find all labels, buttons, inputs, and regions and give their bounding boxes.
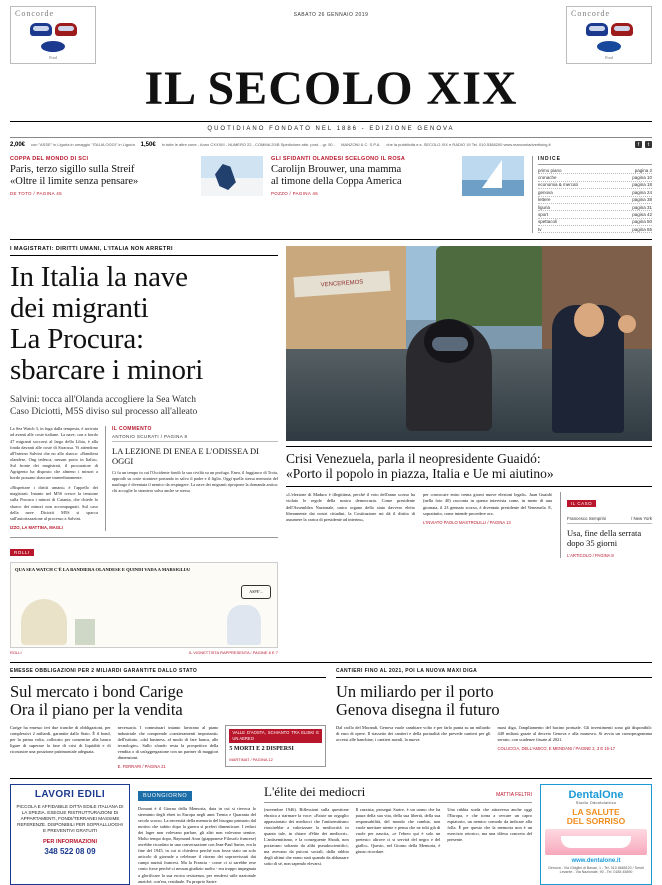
photo-story-byline: L'INVIATO PAOLO MASTROLILLI / PAGINA 13 xyxy=(423,519,511,525)
index-item-page: pagina 50 xyxy=(632,219,652,225)
aosta-label: VALLE D'AOSTA, SCHIANTO TRA ELISKI E UN AEREO xyxy=(229,729,322,743)
case-title: Usa, fine della serrata dopo 35 giorni xyxy=(567,528,642,549)
dental-claim xyxy=(545,808,647,826)
lead-story-column xyxy=(10,246,278,655)
lead-headline-line3: La Procura: xyxy=(10,323,144,356)
ad-lavori-cta: PER INFORMAZIONI xyxy=(42,838,98,845)
aosta-byline: MARTINAT / PAGINA 12 xyxy=(229,757,273,763)
porto-headline-line2: Genova disegna il futuro xyxy=(336,699,500,719)
cartoon-credit-left: ROLLI xyxy=(10,649,22,655)
social-links[interactable] xyxy=(635,141,652,148)
index-item-page: pagina 18 xyxy=(632,182,652,188)
ad-left-car-images xyxy=(11,23,95,36)
carige-byline: E. FERRARI / PAGINA 21 xyxy=(117,764,166,770)
cartoon-image xyxy=(10,562,278,648)
index-item-page: pagina 31 xyxy=(632,204,652,210)
cartoon-section xyxy=(10,537,278,655)
index-item-label: liguria xyxy=(538,204,551,210)
index-item[interactable] xyxy=(538,197,652,204)
car-icon xyxy=(586,23,608,36)
cartoon-credit-right: IL VIGNETTISTA RAPPRESENTA / PAGINE 6 E 7 xyxy=(189,649,278,655)
car-icon xyxy=(55,23,77,36)
aosta-title: 5 MORTI E 2 DISPERSI xyxy=(229,746,294,753)
ad-right-brand: Concorde xyxy=(571,9,611,18)
index-item[interactable] xyxy=(538,219,652,226)
twitter-icon[interactable]: t xyxy=(645,141,652,148)
comment-box[interactable] xyxy=(105,426,278,531)
case-label: IL CASO xyxy=(567,500,596,507)
index-item-label: spettacoli xyxy=(538,219,558,225)
elite-columns xyxy=(264,807,532,868)
case-place: / New York xyxy=(631,516,652,522)
promo-ski-title-line1: Paris, terzo sigillo sulla Streif xyxy=(10,164,135,175)
elite-col-3: Una rabbia sorda che attraversa anche oggi l'Europa, e che torna a cercare un capro espiatorio, un nemico comodo da indicare alla folla. È per questo che la memoria non è un esercizio retorico, ma una difesa concreta del presente. xyxy=(447,806,533,842)
comment-title: LA LEZIONE DI ENEA E L'ODISSEA DI OGGI xyxy=(112,446,259,467)
case-box[interactable] xyxy=(560,492,652,558)
ad-lavori-title: LAVORI EDILI xyxy=(34,788,106,800)
carige-inset-col xyxy=(225,725,326,771)
lead-subhead-line1: Salvini: tocca all'Olanda accogliere la Sea Watch xyxy=(10,395,196,406)
issue-date: SABATO 26 GENNAIO 2019 xyxy=(293,12,369,18)
porto-byline: COLUCCIA, DELL'AMICO, E MENDANI / PAGINE 2, 3 E 15-17 xyxy=(497,746,616,752)
story-carige[interactable] xyxy=(10,668,326,771)
index-item-page: pagina 2 xyxy=(634,167,652,173)
photo-story-headline xyxy=(286,451,652,481)
index-item-label: cronache xyxy=(538,175,557,181)
ad-lavori-body: PICCOLA E AFFIDABILE DITTA EDILE ITALIANA DI LA SPEZIA. ESEGUE RISTRUTTURAZIONI DI APPARTAMENTI, FONDI/TERRANEI MASSIME REFERENZE. DISPONIBILI PER SOPRALLUOGHI E PREVENTIVI GRATUITI xyxy=(16,803,124,834)
lead-subhead-line2: Caso Diciotti, M5S diviso sul processo all'alleato xyxy=(10,407,198,418)
index-item-label: genova xyxy=(538,189,553,195)
cartoon-figure-left xyxy=(21,599,67,645)
carige-headline-line2: Ora il piano per la vendita xyxy=(10,699,183,719)
column-buongiorno xyxy=(138,784,256,885)
case-author-row xyxy=(567,513,652,524)
publisher-name: MANZONI & C. S.P.A. xyxy=(341,141,381,147)
buongiorno-label: BUONGIORNO xyxy=(138,791,192,801)
index-item[interactable] xyxy=(538,204,652,211)
lead-body-text-2: «Rispettare i diritti umani» è l'appello dei magistrati. Intanto nel M5S cresce la tensione sulla Procura i minori di Catania, che chiede lo sbarco dei minori non accompagnati. Sul caso della nave Diciotti M5S si spacca sull'autorizzazione al processo a Salvini. xyxy=(10,485,98,521)
page-title: IL SECOLO XIX xyxy=(144,62,518,115)
ad-dental-one[interactable] xyxy=(540,784,652,885)
index-item[interactable] xyxy=(538,167,652,174)
index-item[interactable] xyxy=(538,182,652,189)
masthead-rule xyxy=(10,121,652,122)
porto-headline-line1: Un miliardo per il porto xyxy=(336,681,494,701)
porto-columns xyxy=(336,725,652,752)
comment-label: IL COMMENTO xyxy=(112,426,152,433)
lead-body-column-1 xyxy=(10,426,98,531)
index-item-label: primo piano xyxy=(538,167,562,173)
dental-claim-line1: LA SALUTE xyxy=(572,806,620,817)
cartoon-sign xyxy=(75,619,95,645)
ad-left-logo-ovals xyxy=(11,41,95,52)
price-bar xyxy=(10,138,652,151)
car-icon xyxy=(611,23,633,36)
dental-subtitle: Studio Odontoiatrico xyxy=(575,800,617,805)
masthead-subtitle: QUOTIDIANO FONDATO NEL 1886 - EDIZIONE GENOVA xyxy=(207,126,455,132)
carige-col-2 xyxy=(118,725,219,771)
top-strip xyxy=(10,0,652,64)
index-item[interactable] xyxy=(538,189,652,196)
publisher-note: che la pubblicità e.s. SECOLO XIX e RADIO 19 Tel. 010.5388200 www.manzoniadvertising.it xyxy=(386,141,551,147)
index-item-label: sport xyxy=(538,211,549,217)
index-item[interactable] xyxy=(538,174,652,181)
ad-lavori-edili[interactable] xyxy=(10,784,130,885)
porto-text-2: maxi diga, l'ampliamento del bacino portuale. Gli investimenti sono già disponibili: 449 milioni grazie al decreto Genova e alla manovra. Si avvia un cronoprogramma serrato, con scadenze fissate al 2021. xyxy=(497,724,652,743)
lead-byline: IZZO, LA MATTINA, MAGLI xyxy=(10,524,63,530)
photo-story-column xyxy=(286,246,652,655)
index-item-page: pagina 55 xyxy=(632,226,652,232)
comment-body: Ci fu un tempo in cui l'Occidente fondò la sua civiltà su un profugo. Enea, il fuggiasco di Troia, approdò su coste straniere portando in salvo il padre e il figlio. Oggi quella stessa memoria del naufrago è diventata il nemico da respingere. La nave dei migranti ripropone la domanda antica: chi accoglie lo straniero salva anche se stesso. xyxy=(112,470,278,494)
dental-logo: DentalOne xyxy=(568,788,624,801)
comment-author xyxy=(112,432,278,442)
photo-building-left xyxy=(286,246,406,366)
ad-left-brand: Concorde xyxy=(15,9,55,18)
price-primary: 2,00€ xyxy=(10,141,26,148)
promo-sailing-title-line2: al timone della Coppa America xyxy=(271,176,402,187)
index-item-label: tv xyxy=(538,226,542,232)
facebook-icon[interactable]: f xyxy=(635,141,642,148)
porto-col-2 xyxy=(498,725,653,752)
main-area xyxy=(10,240,652,655)
skier-photo xyxy=(201,156,263,196)
lead-body-text-1: La Sea Watch 3, in fuga dalla tempesta, è arrivata ad avanti alle coste italiane. La nave, con a bordo 47 migranti soccorsi al largo della Libia, è alla fonda davanti alle coste di Siracusa. Vi attendono all'Interno Salvini che no allo sbarco: «Bandiera olandese, Ong tedesca, nessun porto in Italia». Sul fronte dei magistrati, il procuratore di Agrigento ha disposto che almeno i minori a bordo possano sbarcare immediatamente. xyxy=(10,426,98,481)
porto-kicker: CANTIERI FINO AL 2021, POI LA NUOVA MAXI DIGA xyxy=(336,668,652,678)
column-elite xyxy=(264,784,532,885)
carige-kicker: EMESSE OBBLIGAZIONI PER 2 MILIARDI GARANTITE DALLO STATO xyxy=(10,668,326,678)
photo-story-headline-block xyxy=(286,446,652,487)
dental-website[interactable]: www.dentalone.it xyxy=(571,857,621,864)
smile-image xyxy=(545,829,647,855)
index-title: INDICE xyxy=(538,156,652,165)
masthead xyxy=(10,62,652,116)
porto-text-1: Dal crollo del Morandi, Genova vuole cambiare volto e per farlo punta su un miliardo di euro di opere. Il riassetto dei cantieri e della portualità che prevede cantieri per gli accessi alle banchine, i cantieri navali, la nuova xyxy=(336,724,491,743)
index-item-page: pagina 38 xyxy=(632,197,652,203)
ad-lavori-phone[interactable]: 348 522 08 09 xyxy=(44,846,96,856)
price-secondary: 1,50€ xyxy=(140,141,156,148)
cartoon-speech-bubble: ASPE'... xyxy=(241,585,271,599)
index-box xyxy=(532,156,652,233)
lead-headline-line1: In Italia la nave xyxy=(10,261,188,294)
comment-author-name: ANTONIO SCURATI xyxy=(112,434,160,440)
ad-right-car-images xyxy=(567,23,651,36)
ad-right-tagline: Ford xyxy=(605,55,613,60)
carige-headline-line1: Sul mercato i bond Carige xyxy=(10,681,184,701)
elite-author: MATTIA FELTRI xyxy=(496,791,532,798)
promo-ski[interactable] xyxy=(10,156,263,233)
ford-oval-icon xyxy=(41,41,65,52)
promo-ski-byline: DE TOTO / PAGINA 45 xyxy=(10,191,62,196)
lead-body-row xyxy=(10,426,278,531)
index-item-page: pagina 24 xyxy=(632,189,652,195)
promo-sailing[interactable] xyxy=(271,156,524,233)
case-author: Francesco Semprini xyxy=(567,516,607,522)
elite-col-2: Il razzista, prosegui Sartre, è un uomo che ha paura della sua vita, della sua libertà, della sua responsabilità, del mondo che cambia, non vuole meritare niente e pensa che ne tolti già di vuole per nascita, «e l'ebreo qui è solo un pretesto: altrove ci si servirà del negro e del giallo». Questo, nel Giorno della Memoria, è giusto ricordare. xyxy=(355,806,441,855)
promo-sailing-byline: POZZO / PAGINA 46 xyxy=(271,191,319,196)
index-item-label: economia & mercati xyxy=(538,182,578,188)
promo-ski-title-line2: «Oltre il limite senza pensare» xyxy=(10,176,139,187)
cartoon-credit xyxy=(10,650,278,655)
porto-headline xyxy=(336,683,652,719)
promo-sailing-title xyxy=(271,164,457,188)
index-item-page: pagina 10 xyxy=(632,175,652,181)
photo-banner-text: VENCEREMOS xyxy=(320,279,364,289)
bottom-section xyxy=(10,778,652,885)
carige-text-1: Carige ha emesso ieri due tranche di obbligazioni, per complessivi 2 miliardi, garantite dallo Stato. È il bond, per la prima volta, collocato per consentire alla banca ligure di superare la fase di crisi di liquidità e di ricostruire una posizione patrimoniale adeguata. xyxy=(10,724,111,755)
price-primary-note: con "ASSE" in Liguria in omaggio "ITALIA OGGI" in Liguria xyxy=(31,141,135,147)
dental-claim-line2: DEL SORRISO xyxy=(566,815,626,826)
porto-col-1 xyxy=(336,725,491,752)
car-icon xyxy=(30,23,52,36)
ford-oval-icon xyxy=(597,41,621,52)
sailing-photo xyxy=(462,156,524,196)
ad-right-logo-ovals xyxy=(567,41,651,52)
aosta-inset[interactable] xyxy=(225,725,326,767)
carige-columns xyxy=(10,725,326,771)
photo-story-quote-1 xyxy=(286,492,415,558)
venezuela-photo xyxy=(286,246,652,441)
cartoon-label: ROLLI xyxy=(10,549,34,556)
carige-headline xyxy=(10,683,326,719)
photo-headline-line2: «Porto il popolo in piazza, Italia e Ue mi aiutino» xyxy=(286,466,554,482)
price-secondary-note: in tutte le altre zone - Anno CXXXIII - NUMERO 22 - COMMA 20/B Spedizione abb. post. - gr. 50 - xyxy=(161,141,336,147)
index-item-label: lettere xyxy=(538,197,551,203)
carige-text-2: necessaria. I commissari intanto lavorano al piano industriale che comprende «cantieramenti importanti» dell'istituto, «dal business, al modo di fare banca, alle tecnologie». Sullo sfondo resta la prospettiva della vendita o di un'aggregazione con un partner di maggiori dimensioni. xyxy=(117,724,219,761)
elite-title: L'élite dei mediocri xyxy=(264,783,366,799)
carige-col-1 xyxy=(10,725,111,771)
photo-story-body xyxy=(286,487,652,558)
photo-quote-text-2: per convocare entro trenta giorni nuove elezioni legali». Juan Guaidó (nella foto 40) racconta in questa intervista come, in meno di una giornata, il 23 gennaio scorso, è diventato presidente del Venezuela. E, soprattutto, come intende procedere ora. xyxy=(423,492,552,516)
promo-row xyxy=(10,151,652,240)
cartoon-figure-right xyxy=(227,605,261,645)
lead-overkicker: I MAGISTRATI: DIRITTI UMANI, L'ITALIA NON ARRETRI xyxy=(10,246,278,256)
lead-headline xyxy=(10,262,278,386)
promo-ski-title xyxy=(10,164,196,188)
photo-headline-line1: Crisi Venezuela, parla il neopresidente Guaidó: xyxy=(286,451,541,467)
case-byline: L'ARTICOLO / PAGINA 8 xyxy=(567,553,614,559)
cartoon-caption: QUA SEA WATCH C'È LA BANDIERA OLANDESE E QUINDI VADA A MARSIGLIA! xyxy=(15,566,191,572)
promo-sailing-kicker: GLI SFIDANTI OLANDESI SCELGONO IL ROSA xyxy=(271,156,406,162)
ad-left-tagline: Ford xyxy=(49,55,57,60)
photo-story-quote-2 xyxy=(423,492,552,558)
index-item[interactable] xyxy=(538,226,652,233)
helmet-visor xyxy=(432,337,468,351)
ad-right-concorde[interactable] xyxy=(566,6,652,64)
comment-page-ref: / PAGINA 8 xyxy=(160,434,188,440)
photo-trees xyxy=(436,246,546,326)
index-list xyxy=(538,167,652,233)
ad-left-concorde[interactable] xyxy=(10,6,96,64)
index-item[interactable] xyxy=(538,211,652,218)
lead-headline-line4: sbarcare i minori xyxy=(10,354,204,387)
promo-sailing-title-line1: Carolijn Brouwer, una mamma xyxy=(271,164,402,175)
story-porto[interactable] xyxy=(336,668,652,771)
photo-quote-text-1: «L'elezione di Maduro è illegittima, perché il voto dell'anno scorso ha violato le regole della nostra democrazia. Come presidente dell'Assemblea Nazionale, unico organo dello stato davvero eletto liberamente dai nostri cittadini, la Costituzione mi dà il diritto di assumere la carica di presidente ad interim», xyxy=(286,492,415,522)
promo-ski-kicker: COPPA DEL MONDO DI SCI xyxy=(10,156,89,162)
elite-col-1: (novembre 1946). Riflessioni sulla questione ebraica a riarmare la voce: «Esiste un orgoglio appassionato dei mediocri che l'antisemitismo riuscirebbe a valorizzare la mediocrità in quanto tale, in chiave d'élite dei mediocri». L'antisemitismo, e la conseguente Shoah, non portavano soltanto da alibi pseudoscientifici, ma avevano da psicosi sociali, dalla rabbia degli ultimi che erano stati quando da abbassare sotto di sé, non sapendo elevarsi. xyxy=(264,806,349,867)
elite-header xyxy=(264,784,532,803)
mid-section xyxy=(10,662,652,771)
lead-subhead xyxy=(10,394,278,418)
lead-headline-line2: dei migranti xyxy=(10,292,149,325)
dental-address: Genova - Via Ghiglini di Bavari, 1 - Tel. 010 8685120 / Sestri Levante - Via Nazionale, 90 - Tel. 0185 45890 xyxy=(548,865,644,874)
index-item-page: pagina 42 xyxy=(632,211,652,217)
buongiorno-body: Domani è il Giorno della Memoria, data in cui si rievoca lo sterminio degli ebrei in Europa negli anni Trenta e Quaranta del secolo scorso. La necessità della memoria del bisogno primario dal motivo che subito dopo la guerra si preferì dimenticare. I reduci dei lager non volevano parlare, gli altri non volevano sentire. Molto tempo dopo, Raymond Aron (giapponese Filosofo francese) avrebbe ricordato in una conversazione con Jean-Paul Sartre, era la fine del 1945, in cui si chiedeva perché non fosse stato un solo articolo di giornale a celebrare il ritorno dei sopravvissuti dai campi nazisti francesi. Ma la Francia - come ci si sarebbe rese conto forse perché ci nessun giudizio molto - era troppo impegnata a glorificare la sua eroica resistenza, per rendersi utile nazionale anziché, con'era, residuale. Fu proprio Sartre xyxy=(138,805,257,884)
